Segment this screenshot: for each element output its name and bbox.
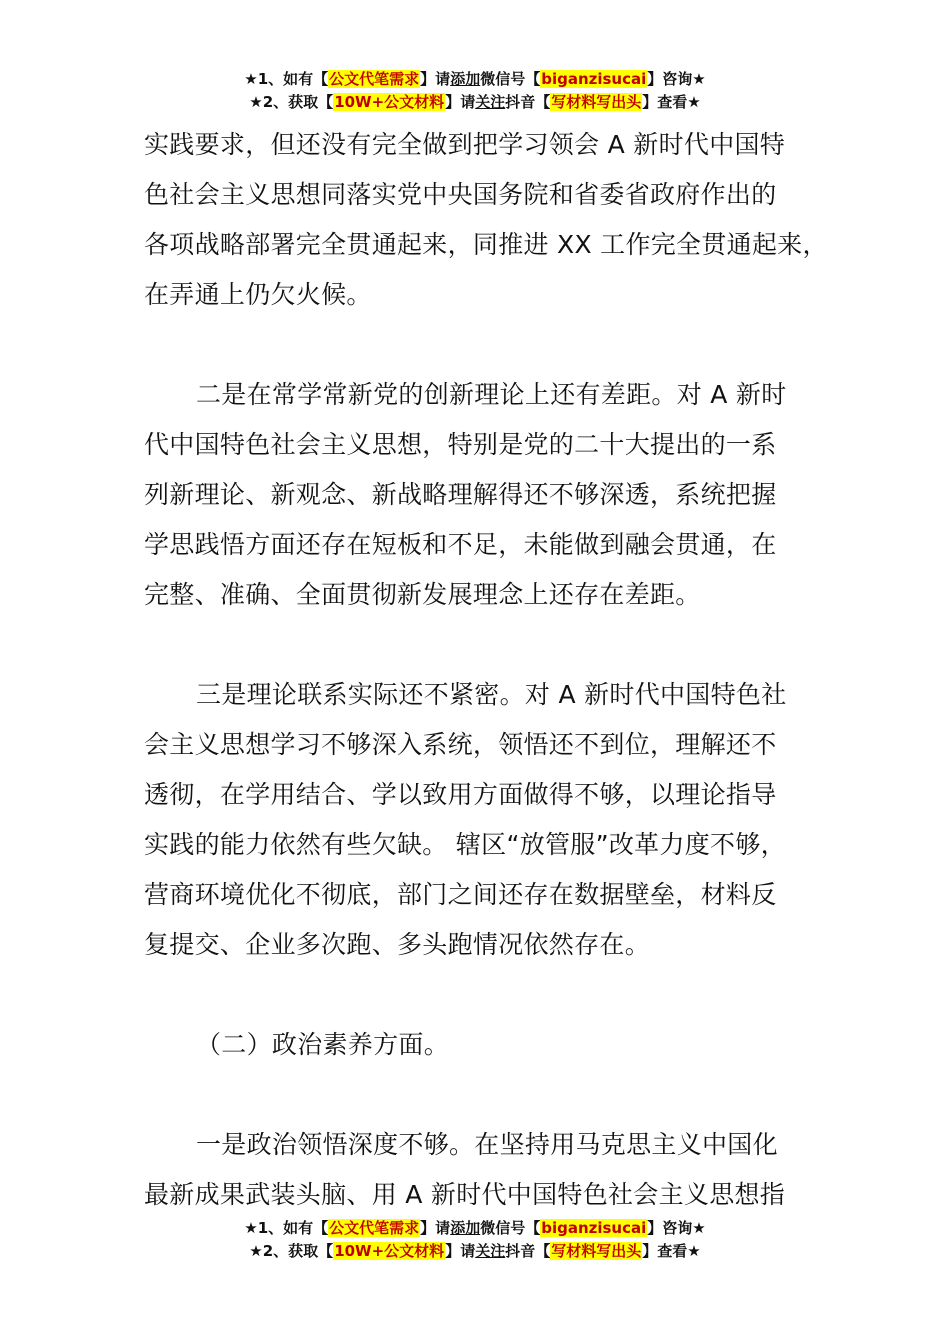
text-line: 会主义思想学习不够深入系统，领悟还不到位，理解还不 [144,730,777,759]
text-line: 实践要求，但还没有完全做到把学习领会 A 新时代中国特 [144,130,786,159]
text-line: 在弄通上仍欠火候。 [144,280,372,309]
paragraph-gap [144,320,834,370]
text-line: 最新成果武装头脑、用 A 新时代中国特色社会主义思想指 [144,1180,786,1209]
banner-text: 】查看★ [642,93,701,111]
text-line: 实践的能力依然有些欠缺。 辖区“放管服”改革力度不够， [144,830,786,859]
wechat-id-highlight: biganzisucai [541,1219,647,1237]
paragraph-2 [144,370,834,620]
banner-highlight: 10W+公文材料 [334,1242,445,1260]
text-line: 列新理论、新观念、新战略理解得还不够深透，系统把握 [144,480,777,509]
text-line: 代中国特色社会主义思想，特别是党的二十大提出的一系 [144,430,777,459]
banner-underlined-text: 关注 [475,93,506,111]
paragraph-1 [144,120,834,320]
banner-text: 抖音【 [505,1242,551,1260]
section-heading: （二）政治素养方面。 [196,1030,450,1059]
text-line: 学思践悟方面还存在短板和不足，未能做到融会贯通，在 [144,530,777,559]
banner-highlight: 公文代笔需求 [329,70,420,88]
banner-line-2 [0,91,950,114]
douyin-highlight: 写材料写出头 [551,1242,642,1260]
banner-text: 】请 [445,1242,476,1260]
text-line: 完整、准确、全面贯彻新发展理念上还存在差距。 [144,580,701,609]
text-line: 复提交、企业多次跑、多头跑情况依然存在。 [144,930,651,959]
paragraph-gap [144,1070,834,1120]
paragraph-4 [144,1120,834,1220]
paragraph-3 [144,670,834,970]
top-banner [0,68,950,114]
text-line: 一是政治领悟深度不够。在坚持用马克思主义中国化 [196,1130,778,1159]
banner-text: 】请 [445,93,476,111]
paragraph-gap [144,970,834,1020]
banner-text: 微信号【 [480,1219,541,1237]
banner-highlight: 公文代笔需求 [329,1219,420,1237]
text-line: 各项战略部署完全贯通起来，同推进 XX 工作完全贯通起来， [144,230,828,259]
banner-text: 】查看★ [642,1242,701,1260]
banner-text: 抖音【 [505,93,551,111]
banner-underlined-text: 关注 [475,1242,506,1260]
banner-underlined-text: 添加 [450,70,481,88]
banner-text: ★1、如有【 [244,1219,329,1237]
banner-text: 】请 [420,70,451,88]
banner-line-1 [0,68,950,91]
banner-text: ★2、获取【 [249,93,334,111]
text-line: 透彻，在学用结合、学以致用方面做得不够，以理论指导 [144,780,777,809]
douyin-highlight: 写材料写出头 [551,93,642,111]
text-line: 营商环境优化不彻底，部门之间还存在数据壁垒，材料反 [144,880,777,909]
banner-underlined-text: 添加 [450,1219,481,1237]
paragraph-gap [144,620,834,670]
banner-text: 】请 [420,1219,451,1237]
banner-text: ★1、如有【 [244,70,329,88]
banner-highlight: 10W+公文材料 [334,93,445,111]
banner-text: 】咨询★ [647,1219,706,1237]
text-line: 色社会主义思想同落实党中央国务院和省委省政府作出的 [144,180,777,209]
banner-text: 微信号【 [480,70,541,88]
bottom-banner [0,1217,950,1263]
banner-line-2 [0,1240,950,1263]
text-line: 三是理论联系实际还不紧密。对 A 新时代中国特色社 [196,680,787,709]
banner-text: 】咨询★ [647,70,706,88]
banner-line-1 [0,1217,950,1240]
document-body [144,120,834,1220]
banner-text: ★2、获取【 [249,1242,334,1260]
wechat-id-highlight: biganzisucai [541,70,647,88]
text-line: 二是在常学常新党的创新理论上还有差距。对 A 新时 [196,380,787,409]
